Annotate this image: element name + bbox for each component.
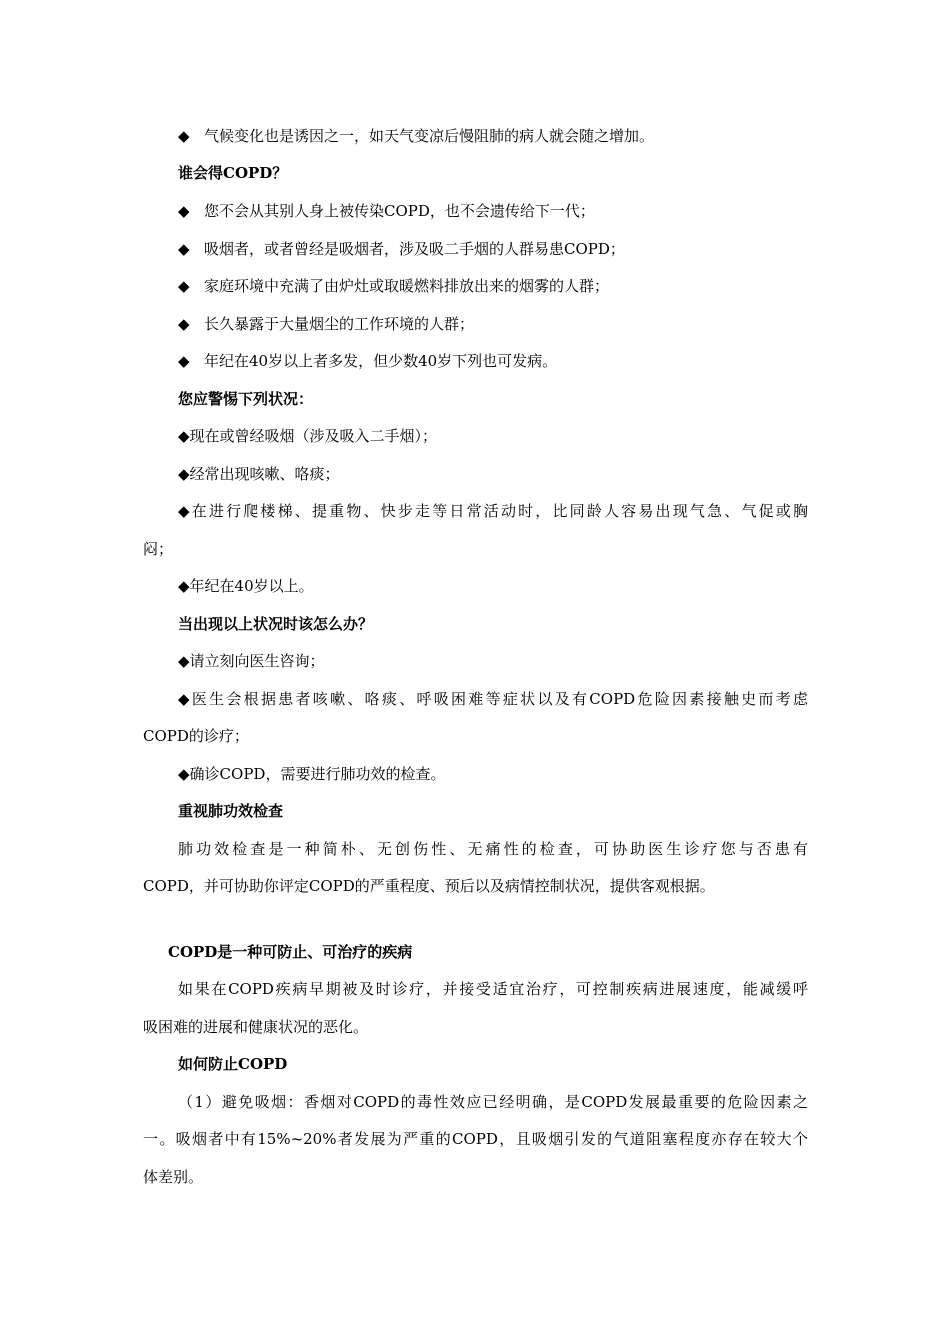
bullet-item: ◆经常出现咳嗽、咯痰；	[178, 465, 340, 483]
paragraph-line: （1）避免吸烟：香烟对COPD的毒性效应已经明确，是COPD发展最重要的危险因素之	[178, 1093, 808, 1111]
bullet-item: ◆年纪在40岁以上。	[178, 577, 314, 595]
bullet-item: ◆ 家庭环境中充满了由炉灶或取暖燃料排放出来的烟雾的人群；	[178, 277, 610, 295]
bullet-item: ◆ 长久暴露于大量烟尘的工作环境的人群；	[178, 315, 475, 333]
section-heading: 当出现以上状况时该怎么办？	[178, 615, 374, 633]
bullet-item: ◆请立刻向医生咨询；	[178, 652, 325, 670]
section-heading: 重视肺功效检查	[178, 802, 284, 820]
paragraph-line: 体差别。	[143, 1168, 204, 1186]
bullet-item: ◆医生会根据患者咳嗽、咯痰、呼吸困难等症状以及有COPD危险因素接触史而考虑	[178, 690, 808, 708]
bullet-item: ◆现在或曾经吸烟（涉及吸入二手烟）；	[178, 427, 438, 445]
section-heading: 您应警惕下列状况：	[178, 390, 314, 408]
diamond-bullet-icon: ◆	[178, 427, 190, 445]
section-heading: COPD是一种可防止、可治疗的疾病	[168, 943, 413, 961]
paragraph-line: 吸困难的进展和健康状况的恶化。	[143, 1018, 369, 1036]
diamond-bullet-icon: ◆	[178, 465, 190, 483]
diamond-bullet-icon: ◆	[178, 352, 190, 370]
bullet-item: ◆ 年纪在40岁以上者多发，但少数40岁下列也可发病。	[178, 352, 558, 370]
bullet-item-continuation: COPD的诊疗；	[143, 727, 249, 745]
bullet-item: ◆ 您不会从其别人身上被传染COPD，也不会遗传给下一代；	[178, 202, 595, 220]
bullet-item: ◆ 吸烟者，或者曾经是吸烟者，涉及吸二手烟的人群易患COPD；	[178, 240, 625, 258]
paragraph-line: COPD，并可协助你评定COPD的严重程度、预后以及病情控制状况，提供客观根据。	[143, 877, 715, 895]
bullet-item: ◆在进行爬楼梯、提重物、快步走等日常活动时，比同龄人容易出现气急、气促或胸	[178, 502, 808, 520]
diamond-bullet-icon: ◆	[178, 690, 192, 708]
paragraph-line: 如果在COPD疾病早期被及时诊疗，并接受适宜治疗，可控制疾病进展速度，能减缓呼	[178, 980, 808, 998]
bullet-item: ◆ 气候变化也是诱因之一，如天气变凉后慢阻肺的病人就会随之增加。	[178, 127, 655, 145]
section-heading: 如何防止COPD	[178, 1055, 288, 1073]
bullet-item: ◆确诊COPD，需要进行肺功效的检查。	[178, 765, 446, 783]
diamond-bullet-icon: ◆	[178, 277, 190, 295]
diamond-bullet-icon: ◆	[178, 315, 190, 333]
diamond-bullet-icon: ◆	[178, 577, 190, 595]
paragraph-line: 一。吸烟者中有15%~20%者发展为严重的COPD，且吸烟引发的气道阻塞程度亦存在较大个	[143, 1130, 808, 1148]
diamond-bullet-icon: ◆	[178, 127, 190, 145]
diamond-bullet-icon: ◆	[178, 765, 190, 783]
diamond-bullet-icon: ◆	[178, 202, 190, 220]
diamond-bullet-icon: ◆	[178, 240, 190, 258]
bullet-item-continuation: 闷；	[143, 540, 174, 558]
section-heading: 谁会得COPD？	[178, 164, 288, 182]
paragraph-line: 肺功效检查是一种简朴、无创伤性、无痛性的检查，可协助医生诊疗您与否患有	[178, 840, 808, 858]
diamond-bullet-icon: ◆	[178, 502, 192, 520]
diamond-bullet-icon: ◆	[178, 652, 190, 670]
